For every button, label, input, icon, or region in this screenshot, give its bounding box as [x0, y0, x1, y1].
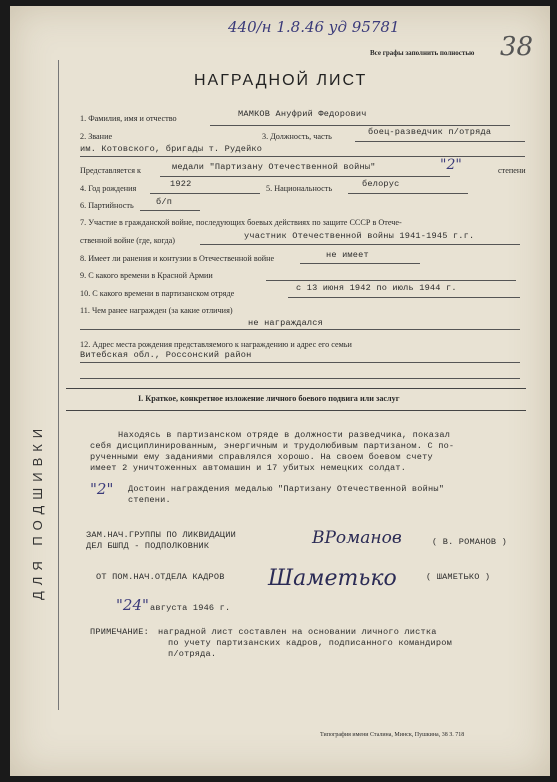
- field-8-line: [300, 263, 420, 264]
- sig2-name: ( ШАМЕТЬКО ): [426, 572, 491, 582]
- field-5-label: 5. Национальность: [266, 184, 333, 193]
- corner-number: 38: [500, 32, 534, 62]
- section-top-rule: [66, 388, 526, 389]
- field-3-value-cont: им. Котовского, бригады т. Рудейко: [80, 144, 263, 154]
- field-4-label: 4. Год рождения: [80, 184, 137, 193]
- worthy-degree: "2": [90, 480, 114, 498]
- field-11-line: [80, 329, 520, 330]
- field-6-value: б/п: [156, 197, 173, 207]
- present-label: Представляется к: [80, 166, 141, 175]
- degree-value: "2": [440, 157, 462, 173]
- note-line-2: по учету партизанских кадров, подписанного командиром: [168, 638, 452, 648]
- worthy-line-2: степени.: [128, 495, 171, 505]
- field-7-value: участник Отечественной войны 1941-1945 г.г.: [244, 231, 475, 241]
- field-11-label: 11. Чем ранее награжден (за какие отличия): [80, 306, 233, 315]
- present-line: [160, 176, 450, 177]
- field-6-label: 6. Партийность: [80, 201, 134, 210]
- field-1-value: МАМКОВ Ануфрий Федорович: [238, 109, 367, 119]
- field-8-value: не имеет: [326, 250, 369, 260]
- field-9-label: 9. С какого времени в Красной Армии: [80, 271, 213, 280]
- field-2-label: 2. Звание: [80, 132, 113, 141]
- field-12-line: [80, 362, 520, 363]
- field-9-line: [266, 280, 516, 281]
- field-10-line: [288, 297, 520, 298]
- body-line-4: имеет 2 уничтоженных автомашин и 17 убитых немецких солдат.: [90, 463, 407, 473]
- field-1-label: 1. Фамилия, имя и отчество: [80, 114, 177, 123]
- sig1-name: ( В. РОМАНОВ ): [432, 537, 507, 547]
- field-4-value: 1922: [170, 179, 192, 189]
- field-11-value: не награждался: [248, 318, 323, 328]
- field-5-line: [348, 193, 468, 194]
- page-title: НАГРАДНОЙ ЛИСТ: [194, 72, 368, 89]
- sig2-title: ОТ ПОМ.НАЧ.ОТДЕЛА КАДРОВ: [96, 572, 225, 582]
- field-10-label: 10. С какого времени в партизанском отряде: [80, 289, 235, 298]
- margin-line: [58, 60, 59, 710]
- field-10-value: с 13 июня 1942 по июль 1944 г.: [296, 283, 457, 293]
- field-3-label: 3. Должность, часть: [262, 132, 332, 141]
- section-heading: I. Краткое, конкретное изложение личного боевого подвига или заслуг: [138, 394, 400, 403]
- body-line-1: Находясь в партизанском отряде в должности разведчика, показал: [118, 430, 451, 440]
- body-line-3: рученными ему заданиями справлялся хорошо. На своем боевом счету: [90, 452, 433, 462]
- field-5-value: белорус: [362, 179, 400, 189]
- field-4-line: [150, 193, 260, 194]
- note-line-3: п/отряда.: [168, 649, 217, 659]
- note-line-1: наградной лист составлен на основании личного листка: [158, 627, 437, 637]
- worthy-line-1: Достоин награждения медалью "Партизану Отечественной войны": [128, 484, 445, 494]
- field-12-label: 12. Адрес места рождения представляемого к награждению и адрес его семьи: [80, 340, 352, 349]
- field-7-label: 7. Участие в гражданской войне, последующих боевых действиях по защите СССР в Отече-: [80, 218, 402, 227]
- margin-label: ДЛЯ ПОДШИВКИ: [30, 422, 45, 600]
- field-6-line: [140, 210, 200, 211]
- field-12-line-2: [80, 378, 520, 379]
- note-label: ПРИМЕЧАНИЕ:: [90, 627, 149, 637]
- field-7-line: [200, 244, 520, 245]
- printer-footer: Типография имени Сталина, Минск, Пушкина, 38 З. 718: [320, 732, 465, 738]
- date-rest: августа 1946 г.: [150, 603, 231, 613]
- handwritten-number: 440/н 1.8.46 уд 95781: [228, 18, 400, 36]
- field-12-value: Витебская обл., Россонский район: [80, 350, 252, 360]
- field-3-value: боец-разведчик п/отряда: [368, 127, 492, 137]
- section-bottom-rule: [66, 410, 526, 411]
- fill-notice: Все графы заполнить полностью: [370, 49, 475, 57]
- field-7-label-cont: ственной войне (где, когда): [80, 236, 175, 245]
- degree-label: степени: [498, 166, 526, 175]
- present-value: медали "Партизану Отечественной войны": [172, 162, 376, 172]
- field-3-line: [355, 141, 525, 142]
- field-1-line: [210, 125, 510, 126]
- body-line-2: себя дисциплинированным, энергичным и трудолюбивым партизаном. С по-: [90, 441, 455, 451]
- sig1-title-b: ДЕЛ БШПД - ПОДПОЛКОВНИК: [86, 541, 210, 551]
- sig2-signature: Шаметько: [268, 566, 397, 591]
- field-8-label: 8. Имеет ли ранения и контузии в Отечественной войне: [80, 254, 275, 263]
- date-day: "24": [116, 596, 149, 614]
- sig1-signature: ВРоманов: [312, 528, 402, 548]
- sig1-title-a: ЗАМ.НАЧ.ГРУППЫ ПО ЛИКВИДАЦИИ: [86, 530, 236, 540]
